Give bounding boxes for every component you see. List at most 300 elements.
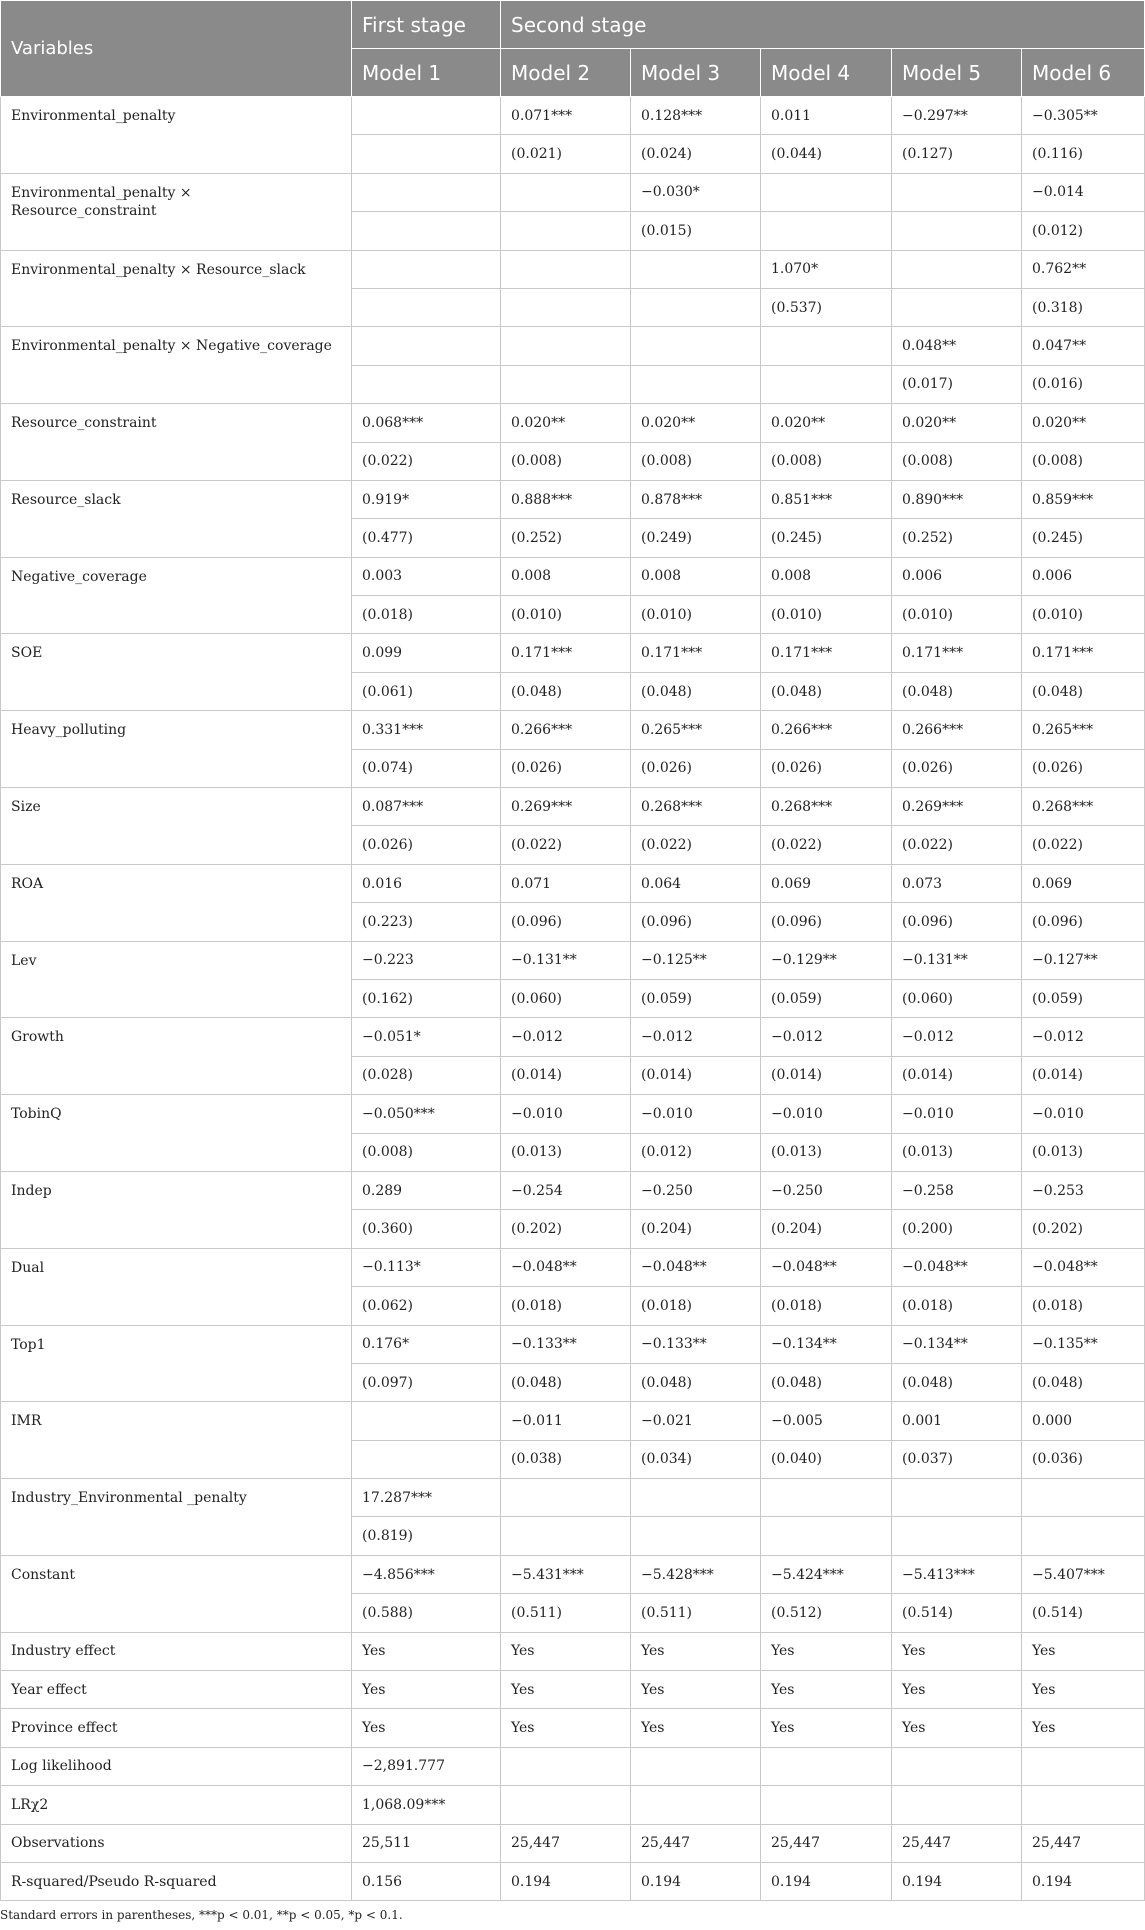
coefficient-cell: 0.171*** [631, 634, 761, 672]
standard-error-cell: (0.059) [631, 979, 761, 1017]
coefficient-cell: −0.051* [352, 1018, 501, 1056]
standard-error-cell: (0.202) [1022, 1210, 1145, 1248]
variable-label: Lev [1, 941, 352, 1018]
header-model: Model 6 [1022, 49, 1145, 97]
standard-error-cell: (0.048) [761, 672, 892, 710]
value-cell [892, 1747, 1022, 1785]
standard-error-cell: (0.048) [631, 672, 761, 710]
standard-error-cell [631, 288, 761, 326]
coefficient-cell: −0.254 [501, 1171, 631, 1209]
coefficient-cell: 0.071 [501, 864, 631, 902]
value-cell: 25,447 [631, 1824, 761, 1862]
value-cell: 0.194 [761, 1862, 892, 1900]
coefficient-cell: −0.048** [631, 1248, 761, 1286]
coefficient-cell: 0.008 [761, 557, 892, 595]
coefficient-cell [631, 1479, 761, 1517]
coefficient-cell: −0.021 [631, 1402, 761, 1440]
standard-error-cell: (0.015) [631, 212, 761, 250]
standard-error-cell: (0.511) [501, 1594, 631, 1632]
value-cell: 0.194 [1022, 1862, 1145, 1900]
standard-error-cell [1022, 1517, 1145, 1555]
standard-error-cell [631, 1517, 761, 1555]
standard-error-cell: (0.200) [892, 1210, 1022, 1248]
coefficient-cell: 0.068*** [352, 404, 501, 442]
standard-error-cell: (0.018) [1022, 1287, 1145, 1325]
standard-error-cell: (0.249) [631, 519, 761, 557]
standard-error-cell: (0.034) [631, 1440, 761, 1478]
standard-error-cell: (0.202) [501, 1210, 631, 1248]
coefficient-cell: −0.113* [352, 1248, 501, 1286]
variable-label: LRχ2 [1, 1786, 352, 1824]
standard-error-cell: (0.013) [1022, 1133, 1145, 1171]
coefficient-cell: −0.253 [1022, 1171, 1145, 1209]
value-cell: Yes [352, 1632, 501, 1670]
coefficient-cell: −0.125** [631, 941, 761, 979]
coefficient-cell: −0.010 [1022, 1095, 1145, 1133]
standard-error-cell: (0.008) [892, 442, 1022, 480]
value-cell: Yes [892, 1671, 1022, 1709]
coefficient-cell: −0.012 [761, 1018, 892, 1056]
standard-error-cell [501, 1517, 631, 1555]
standard-error-cell: (0.252) [892, 519, 1022, 557]
value-cell [1022, 1786, 1145, 1824]
table-row [1, 1786, 1145, 1824]
coefficient-cell: 0.016 [352, 864, 501, 902]
coefficient-cell [501, 1479, 631, 1517]
coefficient-cell: 0.020** [501, 404, 631, 442]
coefficient-cell: 0.020** [761, 404, 892, 442]
value-cell: 25,447 [1022, 1824, 1145, 1862]
coefficient-cell: −0.010 [761, 1095, 892, 1133]
table-row [1, 941, 1145, 979]
standard-error-cell: (0.537) [761, 288, 892, 326]
standard-error-cell: (0.022) [352, 442, 501, 480]
coefficient-cell: −4.856*** [352, 1555, 501, 1593]
standard-error-cell: (0.048) [892, 1363, 1022, 1401]
table-row [1, 788, 1145, 826]
variable-label: Year effect [1, 1671, 352, 1709]
standard-error-cell: (0.511) [631, 1594, 761, 1632]
coefficient-cell: −0.133** [501, 1325, 631, 1363]
standard-error-cell [761, 1517, 892, 1555]
value-cell: 25,447 [892, 1824, 1022, 1862]
coefficient-cell: −5.424*** [761, 1555, 892, 1593]
value-cell [892, 1786, 1022, 1824]
standard-error-cell: (0.026) [501, 749, 631, 787]
coefficient-cell: −0.127** [1022, 941, 1145, 979]
table-header [1, 1, 1145, 97]
standard-error-cell: (0.022) [1022, 826, 1145, 864]
standard-error-cell: (0.010) [892, 596, 1022, 634]
standard-error-cell: (0.223) [352, 903, 501, 941]
coefficient-cell: 0.171*** [501, 634, 631, 672]
coefficient-cell: −0.011 [501, 1402, 631, 1440]
coefficient-cell: 0.006 [892, 557, 1022, 595]
header-model: Model 2 [501, 49, 631, 97]
variable-label: IMR [1, 1402, 352, 1479]
standard-error-cell: (0.060) [501, 979, 631, 1017]
standard-error-cell: (0.819) [352, 1517, 501, 1555]
standard-error-cell: (0.026) [761, 749, 892, 787]
standard-error-cell [501, 288, 631, 326]
coefficient-cell: 0.011 [761, 97, 892, 135]
variable-label: Dual [1, 1248, 352, 1325]
coefficient-cell: 0.268*** [761, 788, 892, 826]
coefficient-cell [892, 1479, 1022, 1517]
standard-error-cell: (0.514) [1022, 1594, 1145, 1632]
variable-label: Negative_coverage [1, 557, 352, 634]
coefficient-cell: −5.431*** [501, 1555, 631, 1593]
standard-error-cell: (0.008) [761, 442, 892, 480]
coefficient-cell: 0.266*** [501, 711, 631, 749]
table-row [1, 1747, 1145, 1785]
coefficient-cell: −5.407*** [1022, 1555, 1145, 1593]
coefficient-cell: 0.269*** [501, 788, 631, 826]
coefficient-cell: 0.762** [1022, 250, 1145, 288]
table-row [1, 1479, 1145, 1517]
coefficient-cell: −0.133** [631, 1325, 761, 1363]
coefficient-cell: 1.070* [761, 250, 892, 288]
standard-error-cell: (0.048) [892, 672, 1022, 710]
table-row [1, 1555, 1145, 1593]
standard-error-cell: (0.026) [1022, 749, 1145, 787]
standard-error-cell: (0.024) [631, 135, 761, 173]
standard-error-cell: (0.010) [761, 596, 892, 634]
coefficient-cell: 0.064 [631, 864, 761, 902]
standard-error-cell [892, 288, 1022, 326]
coefficient-cell [761, 327, 892, 365]
standard-error-cell: (0.514) [892, 1594, 1022, 1632]
standard-error-cell: (0.008) [501, 442, 631, 480]
coefficient-cell [352, 327, 501, 365]
variable-label: Observations [1, 1824, 352, 1862]
coefficient-cell [352, 250, 501, 288]
value-cell: 1,068.09*** [352, 1786, 501, 1824]
standard-error-cell: (0.245) [1022, 519, 1145, 557]
standard-error-cell: (0.038) [501, 1440, 631, 1478]
coefficient-cell [892, 250, 1022, 288]
standard-error-cell: (0.010) [501, 596, 631, 634]
value-cell: 0.156 [352, 1862, 501, 1900]
standard-error-cell: (0.074) [352, 749, 501, 787]
coefficient-cell: 0.071*** [501, 97, 631, 135]
standard-error-cell: (0.059) [1022, 979, 1145, 1017]
standard-error-cell: (0.096) [761, 903, 892, 941]
standard-error-cell: (0.018) [631, 1287, 761, 1325]
table-row [1, 173, 1145, 211]
header-variables: Variables [1, 1, 352, 97]
table-row [1, 1671, 1145, 1709]
coefficient-cell [631, 250, 761, 288]
value-cell: 25,447 [761, 1824, 892, 1862]
coefficient-cell: −0.048** [892, 1248, 1022, 1286]
standard-error-cell [501, 365, 631, 403]
coefficient-cell: −0.050*** [352, 1095, 501, 1133]
variable-label: Growth [1, 1018, 352, 1095]
standard-error-cell: (0.013) [761, 1133, 892, 1171]
standard-error-cell: (0.014) [501, 1056, 631, 1094]
coefficient-cell: −0.005 [761, 1402, 892, 1440]
variable-label: Industry effect [1, 1632, 352, 1670]
coefficient-cell: 0.851*** [761, 480, 892, 518]
coefficient-cell: 0.069 [1022, 864, 1145, 902]
table-row [1, 634, 1145, 672]
value-cell: Yes [501, 1709, 631, 1747]
standard-error-cell: (0.040) [761, 1440, 892, 1478]
value-cell: 0.194 [501, 1862, 631, 1900]
standard-error-cell [892, 212, 1022, 250]
coefficient-cell: 0.268*** [631, 788, 761, 826]
standard-error-cell: (0.022) [501, 826, 631, 864]
standard-error-cell: (0.014) [631, 1056, 761, 1094]
coefficient-cell: −5.428*** [631, 1555, 761, 1593]
standard-error-cell: (0.061) [352, 672, 501, 710]
standard-error-cell: (0.360) [352, 1210, 501, 1248]
variable-label: Environmental_penalty × Resource_slack [1, 250, 352, 327]
value-cell: 0.194 [892, 1862, 1022, 1900]
coefficient-cell: 0.269*** [892, 788, 1022, 826]
standard-error-cell: (0.022) [761, 826, 892, 864]
standard-error-cell [352, 1440, 501, 1478]
coefficient-cell: −0.012 [501, 1018, 631, 1056]
coefficient-cell: −0.014 [1022, 173, 1145, 211]
value-cell: Yes [631, 1671, 761, 1709]
header-second-stage: Second stage [501, 1, 1145, 49]
table-row [1, 1248, 1145, 1286]
coefficient-cell: −0.258 [892, 1171, 1022, 1209]
standard-error-cell: (0.008) [631, 442, 761, 480]
coefficient-cell: 0.171*** [761, 634, 892, 672]
table-row [1, 1632, 1145, 1670]
standard-error-cell: (0.016) [1022, 365, 1145, 403]
coefficient-cell: −0.030* [631, 173, 761, 211]
standard-error-cell: (0.018) [501, 1287, 631, 1325]
variable-label: Log likelihood [1, 1747, 352, 1785]
coefficient-cell: −0.250 [761, 1171, 892, 1209]
standard-error-cell: (0.028) [352, 1056, 501, 1094]
variable-label: Top1 [1, 1325, 352, 1402]
standard-error-cell: (0.162) [352, 979, 501, 1017]
standard-error-cell: (0.010) [631, 596, 761, 634]
coefficient-cell [892, 173, 1022, 211]
coefficient-cell: 0.266*** [761, 711, 892, 749]
value-cell [501, 1786, 631, 1824]
standard-error-cell: (0.026) [352, 826, 501, 864]
standard-error-cell: (0.012) [631, 1133, 761, 1171]
coefficient-cell [761, 1479, 892, 1517]
table-row [1, 711, 1145, 749]
standard-error-cell: (0.318) [1022, 288, 1145, 326]
value-cell: Yes [352, 1671, 501, 1709]
standard-error-cell: (0.096) [1022, 903, 1145, 941]
value-cell [631, 1786, 761, 1824]
standard-error-cell [631, 365, 761, 403]
value-cell: Yes [1022, 1632, 1145, 1670]
coefficient-cell: 0.099 [352, 634, 501, 672]
coefficient-cell: 0.859*** [1022, 480, 1145, 518]
table-row [1, 557, 1145, 595]
coefficient-cell: 17.287*** [352, 1479, 501, 1517]
coefficient-cell: −0.012 [892, 1018, 1022, 1056]
coefficient-cell: 0.265*** [1022, 711, 1145, 749]
value-cell: Yes [352, 1709, 501, 1747]
standard-error-cell: (0.512) [761, 1594, 892, 1632]
coefficient-cell: 0.001 [892, 1402, 1022, 1440]
value-cell: Yes [631, 1709, 761, 1747]
value-cell: Yes [631, 1632, 761, 1670]
value-cell [761, 1747, 892, 1785]
coefficient-cell: 0.048** [892, 327, 1022, 365]
coefficient-cell: −0.131** [501, 941, 631, 979]
coefficient-cell: 0.128*** [631, 97, 761, 135]
standard-error-cell [352, 212, 501, 250]
coefficient-cell: 0.176* [352, 1325, 501, 1363]
coefficient-cell: −5.413*** [892, 1555, 1022, 1593]
standard-error-cell: (0.048) [631, 1363, 761, 1401]
coefficient-cell: 0.878*** [631, 480, 761, 518]
variable-label: SOE [1, 634, 352, 711]
coefficient-cell: 0.331*** [352, 711, 501, 749]
coefficient-cell [1022, 1479, 1145, 1517]
table-row [1, 250, 1145, 288]
value-cell: −2,891.777 [352, 1747, 501, 1785]
value-cell: Yes [892, 1632, 1022, 1670]
standard-error-cell [761, 365, 892, 403]
standard-error-cell: (0.018) [892, 1287, 1022, 1325]
variable-label: Constant [1, 1555, 352, 1632]
table-row [1, 1171, 1145, 1209]
standard-error-cell: (0.012) [1022, 212, 1145, 250]
standard-error-cell: (0.018) [352, 596, 501, 634]
standard-error-cell: (0.477) [352, 519, 501, 557]
coefficient-cell: −0.048** [501, 1248, 631, 1286]
coefficient-cell: −0.134** [892, 1325, 1022, 1363]
standard-error-cell: (0.022) [631, 826, 761, 864]
standard-error-cell: (0.010) [1022, 596, 1145, 634]
standard-error-cell: (0.127) [892, 135, 1022, 173]
table-row [1, 1095, 1145, 1133]
standard-error-cell: (0.018) [761, 1287, 892, 1325]
table-row [1, 480, 1145, 518]
standard-error-cell: (0.048) [761, 1363, 892, 1401]
variable-label: Indep [1, 1171, 352, 1248]
header-model: Model 4 [761, 49, 892, 97]
standard-error-cell [892, 1517, 1022, 1555]
variable-label: TobinQ [1, 1095, 352, 1172]
value-cell: Yes [501, 1671, 631, 1709]
header-first-stage: First stage [352, 1, 501, 49]
value-cell: 0.194 [631, 1862, 761, 1900]
variable-label: Heavy_polluting [1, 711, 352, 788]
standard-error-cell: (0.062) [352, 1287, 501, 1325]
value-cell: Yes [761, 1709, 892, 1747]
value-cell [761, 1786, 892, 1824]
header-model: Model 3 [631, 49, 761, 97]
standard-error-cell: (0.013) [892, 1133, 1022, 1171]
value-cell: Yes [1022, 1709, 1145, 1747]
standard-error-cell [352, 288, 501, 326]
standard-error-cell: (0.096) [631, 903, 761, 941]
coefficient-cell: 0.265*** [631, 711, 761, 749]
coefficient-cell: −0.012 [631, 1018, 761, 1056]
standard-error-cell: (0.026) [892, 749, 1022, 787]
standard-error-cell: (0.014) [1022, 1056, 1145, 1094]
coefficient-cell: 0.008 [501, 557, 631, 595]
coefficient-cell: −0.297** [892, 97, 1022, 135]
coefficient-cell: −0.129** [761, 941, 892, 979]
standard-error-cell: (0.044) [761, 135, 892, 173]
coefficient-cell: 0.020** [1022, 404, 1145, 442]
coefficient-cell: −0.305** [1022, 97, 1145, 135]
standard-error-cell: (0.014) [761, 1056, 892, 1094]
coefficient-cell: 0.171*** [892, 634, 1022, 672]
variable-label: Resource_constraint [1, 404, 352, 481]
coefficient-cell: −0.134** [761, 1325, 892, 1363]
coefficient-cell: 0.008 [631, 557, 761, 595]
coefficient-cell: 0.000 [1022, 1402, 1145, 1440]
table-row [1, 1018, 1145, 1056]
standard-error-cell: (0.017) [892, 365, 1022, 403]
variable-label: Industry_Environmental _penalty [1, 1479, 352, 1556]
variable-label: Environmental_penalty × Negative_coverage [1, 327, 352, 404]
value-cell: Yes [1022, 1671, 1145, 1709]
standard-error-cell: (0.037) [892, 1440, 1022, 1478]
standard-error-cell: (0.204) [631, 1210, 761, 1248]
coefficient-cell: 0.020** [892, 404, 1022, 442]
coefficient-cell: −0.010 [892, 1095, 1022, 1133]
standard-error-cell: (0.048) [501, 1363, 631, 1401]
coefficient-cell: 0.919* [352, 480, 501, 518]
standard-error-cell: (0.252) [501, 519, 631, 557]
value-cell [631, 1747, 761, 1785]
variable-label: Province effect [1, 1709, 352, 1747]
standard-error-cell: (0.008) [352, 1133, 501, 1171]
coefficient-cell: −0.048** [761, 1248, 892, 1286]
coefficient-cell: 0.266*** [892, 711, 1022, 749]
standard-error-cell: (0.096) [892, 903, 1022, 941]
variable-label: Environmental_penalty [1, 97, 352, 174]
coefficient-cell: −0.131** [892, 941, 1022, 979]
value-cell: 25,447 [501, 1824, 631, 1862]
standard-error-cell: (0.008) [1022, 442, 1145, 480]
table-footnote: Standard errors in parentheses, ***p < 0.01, **p < 0.05, *p < 0.1. [0, 1908, 403, 1922]
coefficient-cell: 0.047** [1022, 327, 1145, 365]
standard-error-cell [501, 212, 631, 250]
coefficient-cell: 0.890*** [892, 480, 1022, 518]
value-cell: Yes [761, 1632, 892, 1670]
variable-label: ROA [1, 864, 352, 941]
table-row [1, 864, 1145, 902]
standard-error-cell: (0.036) [1022, 1440, 1145, 1478]
coefficient-cell: −0.010 [501, 1095, 631, 1133]
variable-label: R-squared/Pseudo R-squared [1, 1862, 352, 1900]
standard-error-cell: (0.048) [1022, 672, 1145, 710]
standard-error-cell [352, 135, 501, 173]
coefficient-cell [501, 173, 631, 211]
coefficient-cell [352, 173, 501, 211]
coefficient-cell: 0.888*** [501, 480, 631, 518]
variable-label: Resource_slack [1, 480, 352, 557]
table-row [1, 327, 1145, 365]
coefficient-cell: −0.012 [1022, 1018, 1145, 1056]
coefficient-cell: −0.223 [352, 941, 501, 979]
standard-error-cell: (0.116) [1022, 135, 1145, 173]
value-cell: Yes [892, 1709, 1022, 1747]
table-row [1, 1402, 1145, 1440]
standard-error-cell: (0.048) [1022, 1363, 1145, 1401]
coefficient-cell [501, 327, 631, 365]
coefficient-cell: −0.135** [1022, 1325, 1145, 1363]
